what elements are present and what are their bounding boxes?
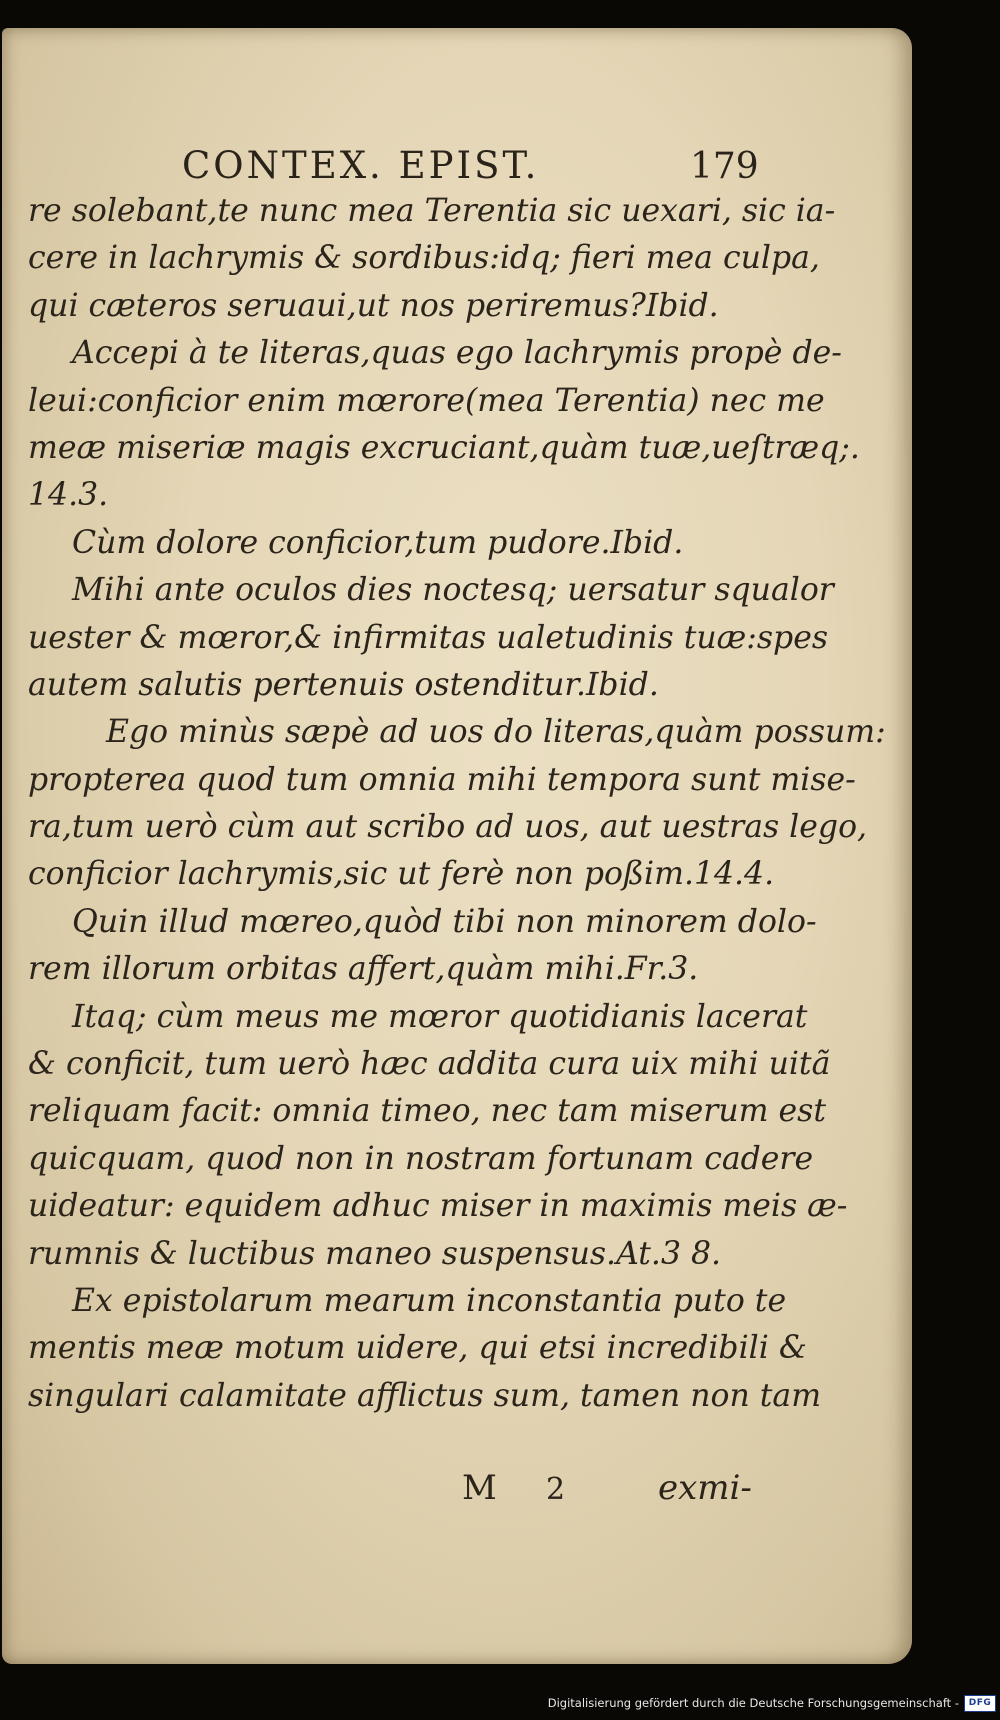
text-line: rem illorum orbitas affert,quàm mihi.Fr.3. [28,951,699,988]
text-line: Ex epistolarum mearum inconstantia puto te [72,1282,787,1319]
text-line: singulari calamitate afflictus sum, tamen non tam [28,1377,822,1414]
text-line: Cùm dolore conficior,tum pudore.Ibid. [72,524,684,561]
text-line: 14.3. [28,477,109,514]
page-number: 179 [690,146,759,187]
text-line: quicquam, quod non in nostram fortunam cadere [28,1140,814,1177]
text-line: Itaq; cùm meus me mœror quotidianis lacerat [72,998,808,1035]
text-line: Ego minùs sæpè ad uos do literas,quàm possum: [106,714,886,751]
text-line: autem salutis pertenuis ostenditur.Ibid. [28,666,659,703]
text-line: ra,tum uerò cùm aut scribo ad uos, aut uestras lego, [28,809,868,846]
running-head: CONTEX. EPIST. [182,144,540,187]
book-page [2,28,912,1664]
digitization-credit [548,1692,996,1714]
text-line: Mihi ante oculos dies noctesq; uersatur squalor [72,572,834,609]
text-line: mentis meæ motum uidere, qui etsi incredibili & [28,1330,807,1367]
dfg-logo-icon: DFG [964,1695,996,1712]
text-line: meæ miseriæ magis excruciant,quàm tuæ,ueſtræq;. [28,429,860,466]
text-line: Quin illud mœreo,quòd tibi non minorem dolo- [72,903,817,940]
text-line: cere in lachrymis & sordibus:idq; fieri mea culpa, [28,240,820,277]
text-line: Accepi à te literas,quas ego lachrymis propè de- [72,335,842,372]
signature-number: 2 [546,1472,566,1507]
text-line: leui:conficior enim mœrore(mea Terentia) nec me [28,382,825,419]
signature-mark: M [462,1468,497,1508]
catchword: exmi- [658,1468,752,1508]
page-header [182,140,782,188]
body-text [28,188,886,1420]
text-line: reliquam facit: omnia timeo, nec tam miserum est [28,1093,826,1130]
text-line: uester & mœror,& infirmitas ualetudinis tuæ:spes [28,619,829,656]
text-line: uideatur: equidem adhuc miser in maximis meis æ- [28,1188,848,1225]
text-line: rumnis & luctibus maneo suspensus.At.3 8. [28,1235,722,1272]
catchline [462,1468,762,1518]
text-line: qui cæteros seruaui,ut nos periremus?Ibid. [28,287,719,324]
text-line: conficior lachrymis,sic ut ferè non poßim.14.4. [28,856,775,893]
text-line: re solebant,te nunc mea Terentia sic uexari, sic ia- [28,193,836,229]
text-line: & conficit, tum uerò hæc addita cura uix mihi uitã [28,1046,831,1083]
credit-text: Digitalisierung gefördert durch die Deutsche Forschungsgemeinschaft - [547,1696,959,1710]
text-line: propterea quod tum omnia mihi tempora sunt mise- [28,761,856,798]
